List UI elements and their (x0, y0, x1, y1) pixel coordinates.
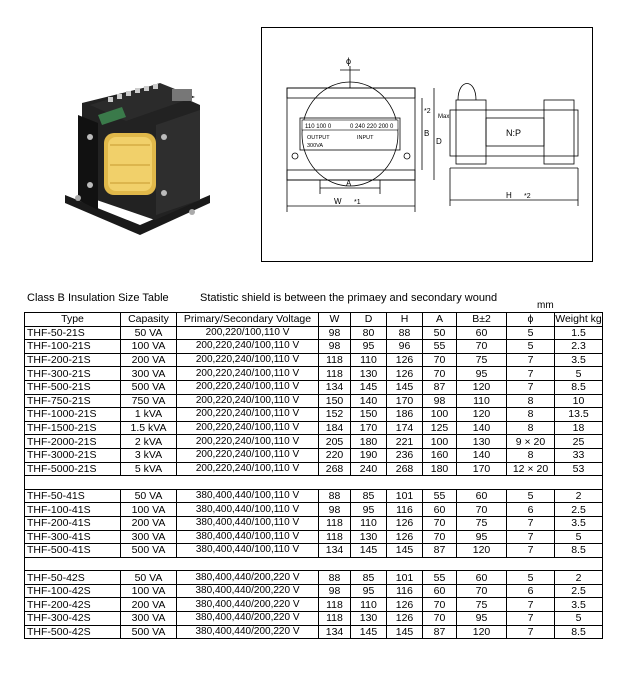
cell-d: 170 (351, 421, 387, 435)
cell-phi: 9 × 20 (507, 435, 555, 449)
cell-a: 55 (423, 340, 457, 354)
cell-w: 118 (319, 367, 351, 381)
cell-phi: 7 (507, 530, 555, 544)
cell-voltage: 380,400,440/100,110 V (177, 516, 319, 530)
cell-voltage: 200,220,240/100,110 V (177, 380, 319, 394)
table-row (25, 394, 603, 408)
cell-phi: 5 (507, 489, 555, 503)
cell-w: 220 (319, 448, 351, 462)
cell-weight: 3.5 (555, 516, 603, 530)
cell-b: 120 (457, 408, 507, 422)
cell-w: 118 (319, 612, 351, 626)
cell-weight: 2.3 (555, 340, 603, 354)
terminal-input-label: 0 240 220 200 0 (350, 124, 394, 130)
cell-w: 268 (319, 462, 351, 476)
table-row (25, 340, 603, 354)
cell-d: 85 (351, 571, 387, 585)
cell-weight: 1.5 (555, 326, 603, 340)
cell-d: 190 (351, 448, 387, 462)
cell-weight: 10 (555, 394, 603, 408)
cell-a: 100 (423, 408, 457, 422)
cell-voltage: 200,220,240/100,110 V (177, 340, 319, 354)
va-label: 300VA (307, 143, 324, 149)
cell-d: 150 (351, 408, 387, 422)
spacer-cell (351, 476, 387, 490)
cell-h: 96 (387, 340, 423, 354)
cell-phi: 8 (507, 448, 555, 462)
table-row (25, 408, 603, 422)
cell-a: 87 (423, 380, 457, 394)
dim-d-label: D (436, 137, 442, 146)
table-row (25, 367, 603, 381)
cell-a: 87 (423, 625, 457, 639)
dim-a-label: A (346, 179, 352, 188)
cell-d: 145 (351, 625, 387, 639)
table-row (25, 625, 603, 639)
cell-capacity: 100 VA (121, 584, 177, 598)
spacer-cell (121, 557, 177, 571)
table-row (25, 380, 603, 394)
cell-b: 75 (457, 516, 507, 530)
cell-w: 118 (319, 530, 351, 544)
spacer-cell (423, 476, 457, 490)
cell-h: 236 (387, 448, 423, 462)
cell-w: 98 (319, 584, 351, 598)
cell-capacity: 50 VA (121, 489, 177, 503)
cell-b: 70 (457, 340, 507, 354)
cell-a: 125 (423, 421, 457, 435)
cell-w: 118 (319, 516, 351, 530)
cell-weight: 8.5 (555, 544, 603, 558)
cell-capacity: 1 kVA (121, 408, 177, 422)
cell-voltage: 380,400,440/200,220 V (177, 584, 319, 598)
table-spacer-row (25, 476, 603, 490)
cell-a: 70 (423, 516, 457, 530)
cell-capacity: 300 VA (121, 612, 177, 626)
cell-weight: 13.5 (555, 408, 603, 422)
cell-weight: 8.5 (555, 625, 603, 639)
cell-voltage: 380,400,440/200,220 V (177, 612, 319, 626)
table-row (25, 326, 603, 340)
cell-a: 100 (423, 435, 457, 449)
cell-type: THF-50-21S (25, 326, 121, 340)
cell-w: 152 (319, 408, 351, 422)
cell-capacity: 3 kVA (121, 448, 177, 462)
cell-w: 184 (319, 421, 351, 435)
dim-w-label: W (334, 197, 342, 206)
cell-h: 116 (387, 584, 423, 598)
dim-h-star2-label: *2 (524, 193, 531, 200)
cell-h: 145 (387, 625, 423, 639)
cell-b: 60 (457, 326, 507, 340)
cell-w: 88 (319, 571, 351, 585)
cell-a: 55 (423, 571, 457, 585)
col-phi: ϕ (507, 313, 555, 327)
cell-a: 55 (423, 489, 457, 503)
cell-weight: 33 (555, 448, 603, 462)
cell-weight: 18 (555, 421, 603, 435)
cell-type: THF-100-21S (25, 340, 121, 354)
max-label: Max (438, 114, 450, 120)
cell-voltage: 380,400,440/100,110 V (177, 503, 319, 517)
dim-star1-label: *1 (354, 199, 361, 206)
cell-a: 70 (423, 530, 457, 544)
cell-b: 75 (457, 598, 507, 612)
cell-voltage: 200,220,240/100,110 V (177, 421, 319, 435)
cell-b: 120 (457, 625, 507, 639)
cell-h: 145 (387, 544, 423, 558)
cell-h: 101 (387, 571, 423, 585)
terminal-output-label: 110 100 0 (305, 124, 332, 130)
cell-phi: 6 (507, 584, 555, 598)
cell-b: 95 (457, 612, 507, 626)
cell-h: 126 (387, 353, 423, 367)
dimension-drawing (261, 27, 593, 262)
table-row (25, 571, 603, 585)
table-row (25, 584, 603, 598)
cell-d: 85 (351, 489, 387, 503)
table-row (25, 544, 603, 558)
cell-phi: 8 (507, 421, 555, 435)
table-row (25, 612, 603, 626)
cell-capacity: 1.5 kVA (121, 421, 177, 435)
cell-w: 98 (319, 503, 351, 517)
table-row (25, 353, 603, 367)
cell-weight: 5 (555, 612, 603, 626)
table-spacer-row (25, 557, 603, 571)
cell-h: 101 (387, 489, 423, 503)
cell-voltage: 380,400,440/100,110 V (177, 489, 319, 503)
cell-phi: 7 (507, 544, 555, 558)
cell-a: 70 (423, 367, 457, 381)
cell-a: 180 (423, 462, 457, 476)
cell-weight: 2 (555, 489, 603, 503)
cell-h: 174 (387, 421, 423, 435)
cell-phi: 5 (507, 340, 555, 354)
cell-weight: 5 (555, 530, 603, 544)
cell-a: 87 (423, 544, 457, 558)
table-row (25, 598, 603, 612)
cell-voltage: 200,220,240/100,110 V (177, 462, 319, 476)
cell-type: THF-500-41S (25, 544, 121, 558)
cell-d: 130 (351, 367, 387, 381)
cell-weight: 25 (555, 435, 603, 449)
col-type: Type (25, 313, 121, 327)
cell-weight: 3.5 (555, 353, 603, 367)
col-w: W (319, 313, 351, 327)
cell-b: 60 (457, 489, 507, 503)
cell-capacity: 100 VA (121, 340, 177, 354)
spacer-cell (507, 557, 555, 571)
cell-voltage: 200,220,240/100,110 V (177, 367, 319, 381)
cell-w: 98 (319, 326, 351, 340)
cell-type: THF-100-41S (25, 503, 121, 517)
table-header-row (25, 313, 603, 327)
cell-d: 130 (351, 530, 387, 544)
cell-b: 95 (457, 367, 507, 381)
cell-h: 186 (387, 408, 423, 422)
cell-a: 70 (423, 598, 457, 612)
cell-d: 130 (351, 612, 387, 626)
spacer-cell (457, 476, 507, 490)
cell-phi: 6 (507, 503, 555, 517)
spacer-cell (25, 476, 121, 490)
spacer-cell (351, 557, 387, 571)
cell-h: 126 (387, 612, 423, 626)
spacer-cell (387, 557, 423, 571)
spacer-cell (387, 476, 423, 490)
phi-label: ϕ (346, 56, 352, 66)
table-body (25, 326, 603, 639)
cell-b: 120 (457, 380, 507, 394)
size-table (24, 312, 603, 639)
cell-d: 110 (351, 598, 387, 612)
cell-capacity: 500 VA (121, 544, 177, 558)
spacer-cell (555, 557, 603, 571)
cell-b: 140 (457, 448, 507, 462)
cell-phi: 7 (507, 598, 555, 612)
np-label: N:P (506, 128, 522, 138)
cell-weight: 2 (555, 571, 603, 585)
cell-weight: 2.5 (555, 503, 603, 517)
cell-h: 126 (387, 516, 423, 530)
cell-a: 70 (423, 353, 457, 367)
cell-b: 130 (457, 435, 507, 449)
spacer-cell (457, 557, 507, 571)
output-label: OUTPUT (307, 135, 330, 141)
cell-d: 110 (351, 516, 387, 530)
cell-h: 126 (387, 367, 423, 381)
cell-type: THF-50-41S (25, 489, 121, 503)
cell-a: 50 (423, 326, 457, 340)
cell-capacity: 500 VA (121, 380, 177, 394)
table-title: Class B Insulation Size Table (27, 292, 169, 304)
cell-type: THF-300-41S (25, 530, 121, 544)
cell-weight: 8.5 (555, 380, 603, 394)
spacer-cell (319, 476, 351, 490)
spacer-cell (177, 557, 319, 571)
cell-b: 60 (457, 571, 507, 585)
cell-voltage: 200,220,240/100,110 V (177, 435, 319, 449)
spacer-cell (177, 476, 319, 490)
cell-b: 140 (457, 421, 507, 435)
cell-voltage: 380,400,440/100,110 V (177, 544, 319, 558)
cell-voltage: 200,220,240/100,110 V (177, 408, 319, 422)
cell-d: 140 (351, 394, 387, 408)
cell-w: 118 (319, 598, 351, 612)
cell-type: THF-5000-21S (25, 462, 121, 476)
spacer-cell (319, 557, 351, 571)
cell-weight: 53 (555, 462, 603, 476)
cell-weight: 3.5 (555, 598, 603, 612)
col-b: B±2 (457, 313, 507, 327)
cell-b: 75 (457, 353, 507, 367)
cell-phi: 12 × 20 (507, 462, 555, 476)
transformer-photo (60, 75, 220, 240)
cell-type: THF-50-42S (25, 571, 121, 585)
cell-h: 116 (387, 503, 423, 517)
cell-w: 134 (319, 625, 351, 639)
cell-d: 145 (351, 544, 387, 558)
cell-type: THF-300-21S (25, 367, 121, 381)
col-weight: Weight kg (555, 313, 602, 326)
cell-weight: 2.5 (555, 584, 603, 598)
dim-h-label: H (506, 191, 512, 200)
cell-voltage: 200,220,240/100,110 V (177, 394, 319, 408)
cell-w: 98 (319, 340, 351, 354)
cell-capacity: 5 kVA (121, 462, 177, 476)
table-row (25, 448, 603, 462)
spacer-cell (121, 476, 177, 490)
cell-b: 110 (457, 394, 507, 408)
cell-b: 70 (457, 503, 507, 517)
cell-type: THF-200-21S (25, 353, 121, 367)
cell-type: THF-2000-21S (25, 435, 121, 449)
table-row (25, 435, 603, 449)
spacer-cell (25, 557, 121, 571)
col-a: A (423, 313, 457, 327)
drawing-svg (262, 28, 592, 261)
cell-w: 134 (319, 380, 351, 394)
cell-capacity: 300 VA (121, 530, 177, 544)
col-d: D (351, 313, 387, 327)
cell-phi: 7 (507, 625, 555, 639)
cell-b: 120 (457, 544, 507, 558)
cell-phi: 8 (507, 408, 555, 422)
cell-h: 88 (387, 326, 423, 340)
cell-type: THF-750-21S (25, 394, 121, 408)
cell-h: 145 (387, 380, 423, 394)
table-row (25, 503, 603, 517)
table-row (25, 462, 603, 476)
cell-voltage: 200,220,240/100,110 V (177, 353, 319, 367)
cell-voltage: 200,220/100,110 V (177, 326, 319, 340)
input-label: INPUT (357, 135, 374, 141)
cell-h: 170 (387, 394, 423, 408)
cell-type: THF-1000-21S (25, 408, 121, 422)
cell-type: THF-500-42S (25, 625, 121, 639)
cell-type: THF-100-42S (25, 584, 121, 598)
col-voltage: Primary/Secondary Voltage (177, 313, 319, 327)
cell-w: 150 (319, 394, 351, 408)
cell-h: 126 (387, 530, 423, 544)
cell-d: 145 (351, 380, 387, 394)
cell-capacity: 50 VA (121, 571, 177, 585)
cell-capacity: 500 VA (121, 625, 177, 639)
cell-capacity: 200 VA (121, 353, 177, 367)
cell-w: 134 (319, 544, 351, 558)
col-capacity: Capasity (121, 313, 177, 327)
spacer-cell (555, 476, 603, 490)
cell-type: THF-3000-21S (25, 448, 121, 462)
cell-voltage: 200,220,240/100,110 V (177, 448, 319, 462)
cell-capacity: 2 kVA (121, 435, 177, 449)
shield-note: Statistic shield is between the primaey and secondary wound (200, 292, 498, 304)
cell-h: 221 (387, 435, 423, 449)
cell-type: THF-200-41S (25, 516, 121, 530)
cell-d: 180 (351, 435, 387, 449)
dim-star2-label: *2 (424, 108, 431, 115)
cell-b: 170 (457, 462, 507, 476)
cell-capacity: 300 VA (121, 367, 177, 381)
cell-capacity: 100 VA (121, 503, 177, 517)
cell-a: 98 (423, 394, 457, 408)
cell-voltage: 380,400,440/200,220 V (177, 598, 319, 612)
unit-label: mm (537, 300, 554, 311)
spacer-cell (423, 557, 457, 571)
cell-d: 80 (351, 326, 387, 340)
cell-capacity: 50 VA (121, 326, 177, 340)
cell-d: 95 (351, 340, 387, 354)
cell-type: THF-300-42S (25, 612, 121, 626)
cell-phi: 5 (507, 326, 555, 340)
cell-d: 110 (351, 353, 387, 367)
dim-b-label: B (424, 129, 430, 138)
cell-voltage: 380,400,440/100,110 V (177, 530, 319, 544)
cell-h: 126 (387, 598, 423, 612)
cell-type: THF-1500-21S (25, 421, 121, 435)
cell-voltage: 380,400,440/200,220 V (177, 571, 319, 585)
cell-phi: 7 (507, 353, 555, 367)
cell-phi: 7 (507, 380, 555, 394)
cell-weight: 5 (555, 367, 603, 381)
cell-capacity: 200 VA (121, 516, 177, 530)
cell-type: THF-500-21S (25, 380, 121, 394)
cell-capacity: 200 VA (121, 598, 177, 612)
cell-h: 268 (387, 462, 423, 476)
cell-a: 60 (423, 584, 457, 598)
cell-type: THF-200-42S (25, 598, 121, 612)
cell-w: 118 (319, 353, 351, 367)
table-row (25, 530, 603, 544)
col-h: H (387, 313, 423, 327)
cell-d: 240 (351, 462, 387, 476)
cell-a: 70 (423, 612, 457, 626)
cell-phi: 8 (507, 394, 555, 408)
cell-voltage: 380,400,440/200,220 V (177, 625, 319, 639)
cell-phi: 5 (507, 571, 555, 585)
spacer-cell (507, 476, 555, 490)
table-row (25, 421, 603, 435)
cell-capacity: 750 VA (121, 394, 177, 408)
cell-w: 88 (319, 489, 351, 503)
cell-w: 205 (319, 435, 351, 449)
cell-phi: 7 (507, 516, 555, 530)
table-row (25, 489, 603, 503)
cell-phi: 7 (507, 367, 555, 381)
cell-a: 60 (423, 503, 457, 517)
cell-d: 95 (351, 584, 387, 598)
cell-a: 160 (423, 448, 457, 462)
cell-b: 70 (457, 584, 507, 598)
table-row (25, 516, 603, 530)
cell-d: 95 (351, 503, 387, 517)
cell-b: 95 (457, 530, 507, 544)
cell-phi: 7 (507, 612, 555, 626)
